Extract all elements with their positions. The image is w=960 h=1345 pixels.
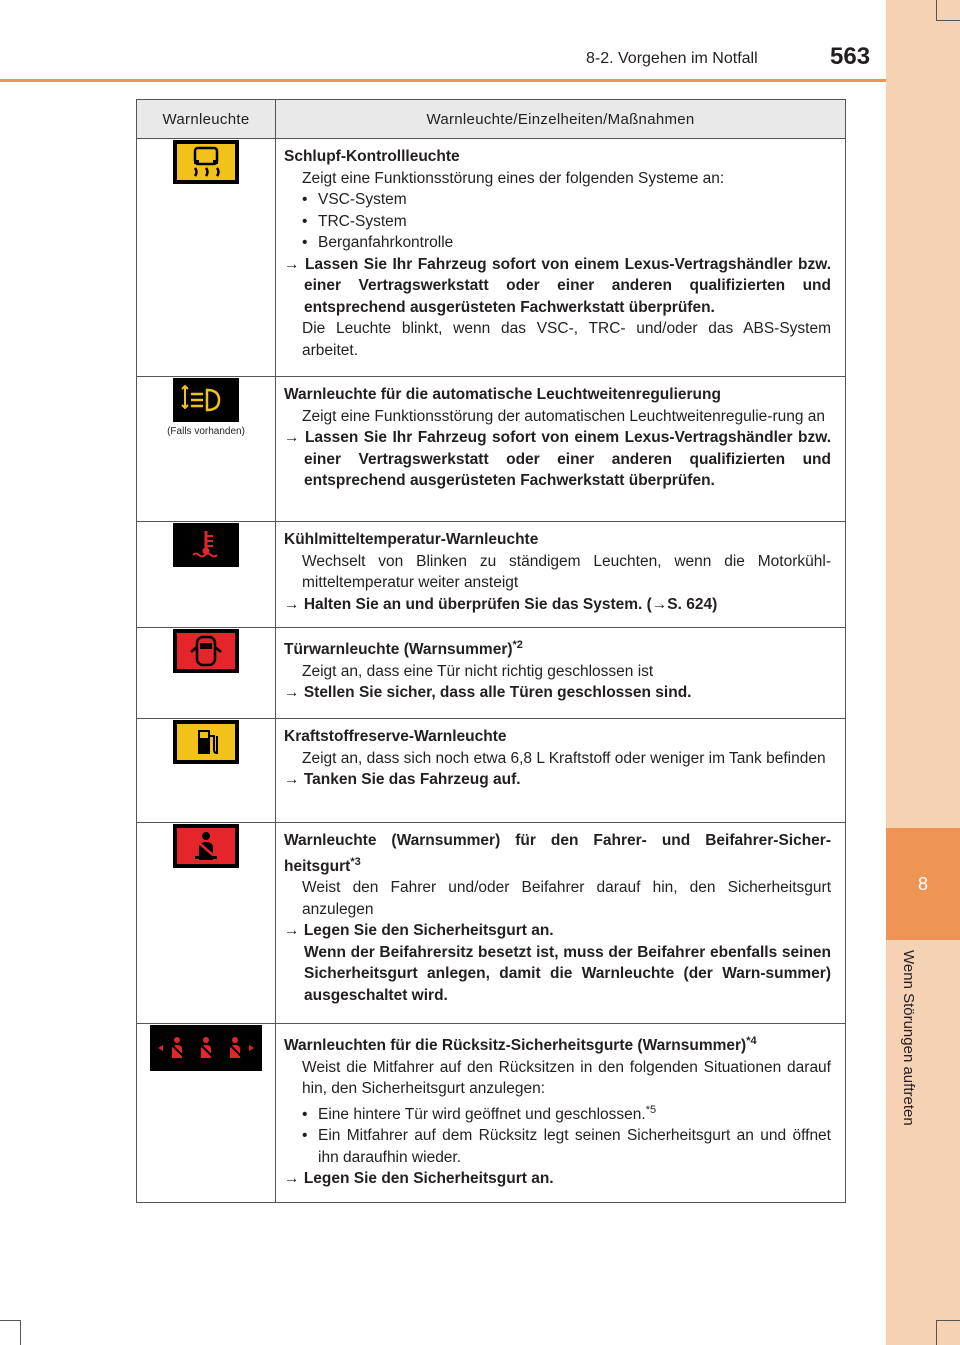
rear-seatbelt-icon — [150, 1025, 262, 1071]
table-row — [137, 139, 846, 377]
column-header-details: Warnleuchte/Einzelheiten/Maßnahmen — [276, 100, 846, 139]
table-row — [137, 1024, 846, 1203]
row-action: → Lassen Sie Ihr Fahrzeug sofort von einem Lexus-Vertragshändler bzw. einer Vertragswerkstatt oder einer anderen qualifizierten und entsprechend ausgerüsteten Fachwerkstatt überprüfen. — [284, 255, 831, 316]
headlight-leveling-icon — [173, 378, 239, 422]
list-item: • TRC-System — [302, 212, 407, 230]
row-title: Türwarnleuchte (Warnsummer)$^{*2}$ — [284, 639, 523, 659]
door-open-icon — [173, 629, 239, 673]
footnote-ref: *5 — [645, 1103, 657, 1116]
list-item: • Berganfahrkontrolle — [302, 234, 454, 251]
crop-mark — [0, 1320, 20, 1321]
row-description: Zeigt eine Funktionsstörung eines der folgenden Systeme an: — [302, 169, 725, 187]
crop-mark — [20, 1320, 21, 1345]
row-action: → Legen Sie den Sicherheitsgurt an. — [284, 922, 554, 940]
footnote-ref: *4 — [746, 1035, 757, 1047]
table-header-row — [137, 100, 846, 139]
row-description: Weist den Fahrer und/oder Beifahrer darauf hin, den Sicherheitsgurt anzulegen — [302, 879, 831, 918]
coolant-temperature-icon — [173, 523, 239, 567]
row-description: Weist die Mitfahrer auf den Rücksitzen in den folgenden Situationen darauf hin, den Sicherheitsgurt anzulegen: — [302, 1058, 831, 1098]
row-description: Zeigt an, dass eine Tür nicht richtig geschlossen ist — [302, 662, 654, 680]
row-description: Zeigt eine Funktionsstörung der automatischen Leuchtweitenregulie-rung an — [302, 407, 826, 425]
list-item: • Eine hintere Tür wird geöffnet und geschlossen.$^{*5}$ — [302, 1103, 657, 1123]
row-title: Warnleuchten für die Rücksitz-Sicherheitsgurte (Warnsummer)$^{*4}$ — [284, 1035, 757, 1055]
crop-mark — [936, 1320, 937, 1345]
row-action: → Legen Sie den Sicherheitsgurt an. — [284, 1170, 554, 1188]
fuel-icon — [173, 720, 239, 764]
header-rule — [0, 79, 886, 82]
list-item: • VSC-System — [302, 191, 407, 208]
row-description: Zeigt an, dass sich noch etwa 6,8 L Kraftstoff oder weniger im Tank befinden — [302, 749, 826, 767]
row-action: → Halten Sie an und überprüfen Sie das System. (→S. 624) — [284, 595, 718, 613]
chapter-number: 8 — [886, 828, 960, 940]
row-title: Schlupf-Kontrollleuchte — [284, 148, 460, 165]
crop-mark — [936, 0, 937, 20]
row-description: Wechselt von Blinken zu ständigem Leuchten, wenn die Motorkühl-mitteltemperatur weiter ansteigt — [302, 552, 831, 591]
row-note: Die Leuchte blinkt, wenn das VSC-, TRC- und/oder das ABS-System arbeitet. — [302, 320, 831, 359]
slip-indicator-icon — [173, 140, 239, 184]
row-action: → Tanken Sie das Fahrzeug auf. — [284, 771, 521, 788]
column-header-warnleuchte: Warnleuchte — [137, 100, 276, 139]
table-row — [137, 628, 846, 719]
table-row — [137, 377, 846, 522]
seatbelt-icon — [173, 824, 239, 868]
row-title: Warnleuchte (Warnsummer) für den Fahrer- und Beifahrer-Sicher-heitsgurt$^{*3}$ — [284, 832, 831, 875]
section-title: 8-2. Vorgehen im Notfall — [586, 50, 758, 67]
table-row — [137, 823, 846, 1024]
row-action: → Lassen Sie Ihr Fahrzeug sofort von einem Lexus-Vertragshändler bzw. einer Vertragswerkstatt oder einer anderen qualifizierten und entsprechend ausgerüsteten Fachwerkstatt überprüfen. — [284, 429, 831, 489]
crop-mark — [936, 1320, 960, 1321]
crop-mark — [936, 20, 960, 21]
table-row — [137, 522, 846, 628]
row-title: Kühlmitteltemperatur-Warnleuchte — [284, 531, 539, 548]
footnote-ref: *2 — [512, 639, 523, 651]
table-row — [137, 719, 846, 823]
warning-light-table — [136, 99, 846, 1203]
list-item: • Ein Mitfahrer auf dem Rücksitz legt seinen Sicherheitsgurt an und öffnet ihn daraufhin wieder. — [302, 1127, 831, 1166]
row-action-detail: Wenn der Beifahrersitz besetzt ist, muss der Beifahrer ebenfalls seinen Sicherheitsgurt anlegen, damit die Warnleuchte (der Warn-summer) ausgeschaltet wird. — [304, 943, 831, 1004]
page-number: 563 — [830, 43, 871, 70]
row-title: Warnleuchte für die automatische Leuchtweitenregulierung — [284, 386, 721, 403]
row-title: Kraftstoffreserve-Warnleuchte — [284, 728, 507, 745]
chapter-title: Wenn Störungen auftreten — [900, 950, 917, 1126]
icon-note: (Falls vorhanden) — [167, 426, 245, 437]
row-action: → Stellen Sie sicher, dass alle Türen geschlossen sind. — [284, 684, 692, 702]
footnote-ref: *3 — [350, 855, 361, 868]
